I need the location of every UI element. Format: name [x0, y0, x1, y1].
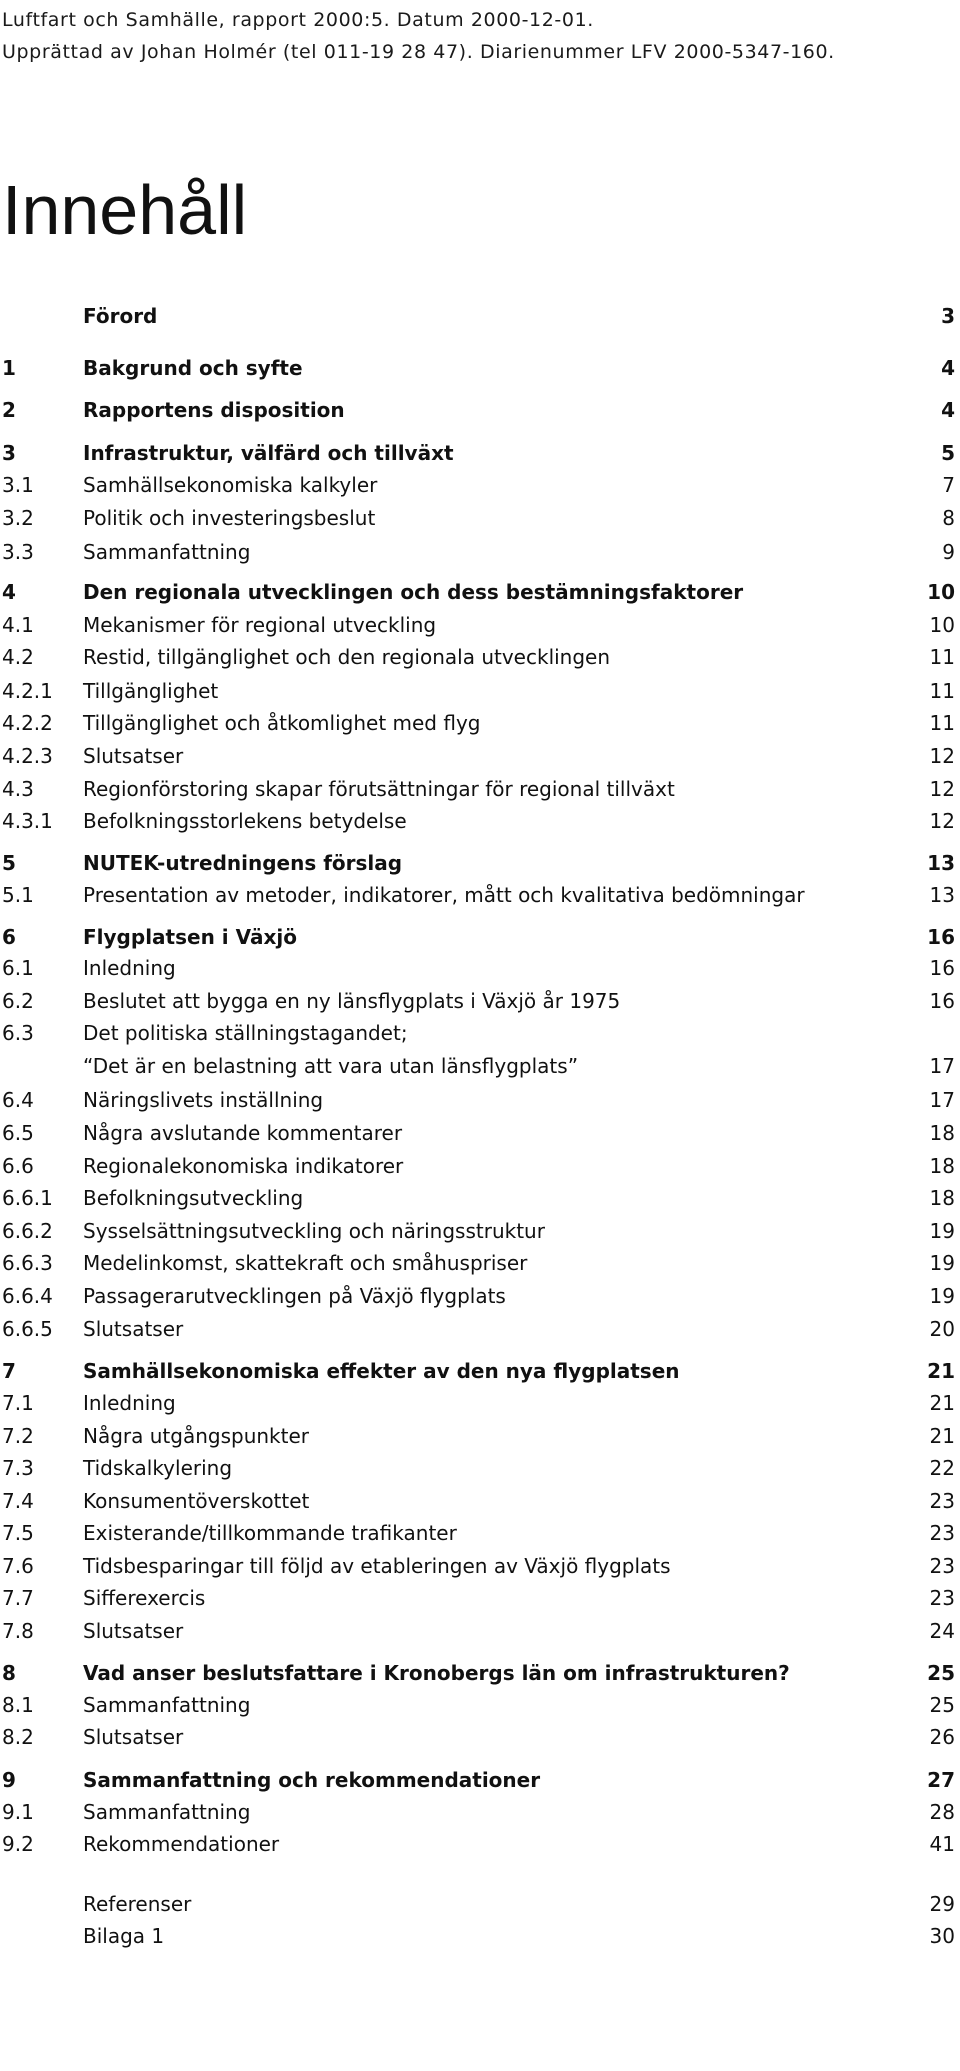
toc-entry-number: 7.4	[2, 1489, 34, 1513]
toc-entry-label: Tillgänglighet	[83, 679, 219, 703]
toc-entry-page: 17	[929, 1088, 955, 1112]
toc-entry-label: Passagerarutvecklingen på Växjö flygplats	[83, 1284, 506, 1308]
toc-entry-number: 4.2.3	[2, 744, 53, 768]
toc-entry[interactable]	[0, 1827, 955, 1861]
toc-entry-label: Rekommendationer	[83, 1832, 280, 1856]
toc-entry[interactable]	[0, 920, 955, 954]
toc-entry-page: 23	[929, 1586, 955, 1610]
toc-entry-number: 7.1	[2, 1391, 34, 1415]
toc-entry-number: 4.3.1	[2, 809, 53, 833]
toc-entry-page: 12	[929, 744, 955, 768]
toc-entry-page: 27	[927, 1768, 955, 1792]
toc-entry-number: 7	[2, 1359, 16, 1383]
toc-entry-page: 21	[929, 1391, 955, 1415]
toc-entry-number: 4.2.1	[2, 679, 53, 703]
toc-entry-label: Förord	[83, 304, 158, 328]
toc-entry-page: 41	[929, 1832, 955, 1856]
toc-entry-label: Bakgrund och syfte	[83, 356, 303, 380]
toc-entry[interactable]	[0, 1919, 955, 1953]
toc-entry[interactable]	[0, 1016, 955, 1050]
toc-entry-number: 5.1	[2, 883, 34, 907]
toc-entry-number: 7.3	[2, 1456, 34, 1480]
toc-entry-label: Inledning	[83, 1391, 176, 1415]
toc-entry-label: Presentation av metoder, indikatorer, mått och kvalitativa bedömningar	[83, 883, 805, 907]
toc-entry-number: 6.6	[2, 1154, 34, 1178]
toc-entry-number: 6.3	[2, 1021, 34, 1045]
toc-entry-page: 26	[929, 1725, 955, 1749]
toc-entry-page: 9	[942, 540, 955, 564]
toc-entry-page: 20	[929, 1317, 955, 1341]
toc-entry-label: Sammanfattning och rekommendationer	[83, 1768, 541, 1792]
toc-entry-label: Slutsatser	[83, 744, 184, 768]
toc-entry-label: Existerande/tillkommande trafikanter	[83, 1521, 457, 1545]
toc-entry-label: Några avslutande kommentarer	[83, 1121, 403, 1145]
toc-entry-number: 8	[2, 1661, 16, 1685]
header-report-line: Luftfart och Samhälle, rapport 2000:5. Datum 2000-12-01.	[2, 9, 594, 31]
toc-entry-page: 11	[929, 711, 955, 735]
toc-entry[interactable]	[0, 1049, 955, 1083]
toc-entry-page: 21	[927, 1359, 955, 1383]
toc-entry-page: 23	[929, 1489, 955, 1513]
toc-entry-number: 6.6.5	[2, 1317, 53, 1341]
toc-entry-label: Den regionala utvecklingen och dess bestämningsfaktorer	[83, 580, 744, 604]
toc-entry[interactable]	[0, 1419, 955, 1453]
toc-entry-page: 23	[929, 1554, 955, 1578]
toc-entry-number: 6.5	[2, 1121, 34, 1145]
toc-entry-page: 19	[929, 1251, 955, 1275]
toc-entry-label: Sifferexercis	[83, 1586, 206, 1610]
toc-entry-page: 19	[929, 1284, 955, 1308]
toc-entry-label: “Det är en belastning att vara utan länsflygplats”	[83, 1054, 579, 1078]
toc-entry-number: 6.1	[2, 956, 34, 980]
toc-entry-label: Befolkningsutveckling	[83, 1186, 304, 1210]
toc-entry-page: 22	[929, 1456, 955, 1480]
toc-entry-label: Sammanfattning	[83, 1800, 251, 1824]
toc-entry-page: 18	[929, 1121, 955, 1145]
toc-entry[interactable]	[0, 1549, 955, 1583]
toc-entry-label: Slutsatser	[83, 1619, 184, 1643]
toc-entry-label: Politik och investeringsbeslut	[83, 506, 376, 530]
toc-entry[interactable]	[0, 608, 955, 642]
toc-entry-page: 18	[929, 1154, 955, 1178]
toc-entry[interactable]	[0, 1763, 955, 1797]
header-author-line: Upprättad av Johan Holmér (tel 011-19 28 47). Diarienummer LFV 2000-5347-160.	[2, 41, 835, 63]
toc-entry-label: Sysselsättningsutveckling och näringsstruktur	[83, 1219, 545, 1243]
toc-entry-label: Samhällsekonomiska kalkyler	[83, 473, 378, 497]
toc-entry-label: Vad anser beslutsfattare i Kronobergs län om infrastrukturen?	[83, 1661, 790, 1685]
toc-entry-number: 3.3	[2, 540, 34, 564]
toc-entry-number: 1	[2, 356, 16, 380]
toc-entry-number: 6.6.4	[2, 1284, 53, 1308]
toc-entry-page: 13	[929, 883, 955, 907]
toc-entry[interactable]	[0, 468, 955, 502]
toc-entry-number: 8.2	[2, 1725, 34, 1749]
toc-entry-label: Bilaga 1	[83, 1924, 165, 1948]
toc-entry-page: 13	[927, 851, 955, 875]
toc-entry-number: 4.3	[2, 777, 34, 801]
toc-entry-page: 10	[927, 580, 955, 604]
toc-entry-page: 12	[929, 809, 955, 833]
toc-entry-number: 9.1	[2, 1800, 34, 1824]
toc-entry-label: Konsumentöverskottet	[83, 1489, 310, 1513]
toc-entry[interactable]	[0, 706, 955, 740]
toc-entry-number: 4.1	[2, 613, 34, 637]
toc-entry-page: 8	[942, 506, 955, 530]
toc-entry-page: 18	[929, 1186, 955, 1210]
toc-entry-page: 16	[929, 989, 955, 1013]
toc-entry-number: 6.6.2	[2, 1219, 53, 1243]
toc-entry-page: 5	[941, 441, 955, 465]
toc-entry[interactable]	[0, 436, 955, 470]
toc-entry-label: Sammanfattning	[83, 1693, 251, 1717]
toc-entry[interactable]	[0, 1181, 955, 1215]
toc-entry[interactable]	[0, 1516, 955, 1550]
toc-entry[interactable]	[0, 878, 955, 912]
toc-entry[interactable]	[0, 1451, 955, 1485]
toc-entry[interactable]	[0, 1312, 955, 1346]
toc-entry-number: 7.7	[2, 1586, 34, 1610]
toc-entry-page: 10	[929, 613, 955, 637]
toc-entry-label: Referenser	[83, 1892, 192, 1916]
toc-entry[interactable]	[0, 1581, 955, 1615]
toc-entry[interactable]	[0, 1656, 955, 1690]
toc-entry-label: Inledning	[83, 956, 176, 980]
toc-entry[interactable]	[0, 1614, 955, 1648]
toc-entry-page: 25	[929, 1693, 955, 1717]
toc-entry-page: 28	[929, 1800, 955, 1824]
toc-entry-label: Slutsatser	[83, 1725, 184, 1749]
toc-entry-number: 3.2	[2, 506, 34, 530]
toc-entry-label: NUTEK-utredningens förslag	[83, 851, 403, 875]
toc-entry-page: 11	[929, 645, 955, 669]
toc-entry[interactable]	[0, 1720, 955, 1754]
toc-entry-page: 3	[941, 304, 955, 328]
toc-entry[interactable]	[0, 1688, 955, 1722]
toc-entry-number: 6	[2, 925, 16, 949]
toc-entry[interactable]	[0, 640, 955, 674]
toc-entry-number: 9.2	[2, 1832, 34, 1856]
toc-entry-page: 30	[929, 1924, 955, 1948]
toc-entry-number: 7.8	[2, 1619, 34, 1643]
toc-entry[interactable]	[0, 351, 955, 385]
toc-entry[interactable]	[0, 299, 955, 333]
toc-entry-page: 16	[929, 956, 955, 980]
toc-entry[interactable]	[0, 1795, 955, 1829]
toc-entry-number: 5	[2, 851, 16, 875]
toc-entry-number: 3.1	[2, 473, 34, 497]
toc-entry-label: Medelinkomst, skattekraft och småhuspriser	[83, 1251, 528, 1275]
toc-entry-page: 17	[929, 1054, 955, 1078]
toc-entry-label: Tidskalkylering	[83, 1456, 233, 1480]
toc-entry[interactable]	[0, 674, 955, 708]
toc-entry-label: Samhällsekonomiska effekter av den nya flygplatsen	[83, 1359, 680, 1383]
toc-entry[interactable]	[0, 1116, 955, 1150]
toc-entry[interactable]	[0, 772, 955, 806]
toc-entry-label: Mekanismer för regional utveckling	[83, 613, 437, 637]
toc-entry-label: Näringslivets inställning	[83, 1088, 324, 1112]
toc-entry-label: Tillgänglighet och åtkomlighet med flyg	[83, 711, 481, 735]
toc-entry[interactable]	[0, 1386, 955, 1420]
toc-entry-page: 29	[929, 1892, 955, 1916]
toc-entry-page: 12	[929, 777, 955, 801]
toc-entry-label: Infrastruktur, välfärd och tillväxt	[83, 441, 454, 465]
toc-entry[interactable]	[0, 1887, 955, 1921]
toc-entry[interactable]	[0, 984, 955, 1018]
toc-entry[interactable]	[0, 393, 955, 427]
toc-entry-number: 6.4	[2, 1088, 34, 1112]
toc-entry-number: 3	[2, 441, 16, 465]
toc-entry[interactable]	[0, 804, 955, 838]
toc-entry-number: 9	[2, 1768, 16, 1792]
toc-entry-number: 4.2	[2, 645, 34, 669]
toc-entry-label: Befolkningsstorlekens betydelse	[83, 809, 407, 833]
toc-entry-page: 4	[941, 356, 955, 380]
toc-entry[interactable]	[0, 1246, 955, 1280]
toc-entry-label: Regionalekonomiska indikatorer	[83, 1154, 404, 1178]
toc-entry[interactable]	[0, 1484, 955, 1518]
toc-entry-label: Några utgångspunkter	[83, 1424, 310, 1448]
toc-entry-number: 8.1	[2, 1693, 34, 1717]
toc-entry-number: 4	[2, 580, 16, 604]
toc-entry-number: 7.5	[2, 1521, 34, 1545]
toc-entry-label: Slutsatser	[83, 1317, 184, 1341]
toc-entry-number: 7.2	[2, 1424, 34, 1448]
toc-entry-page: 16	[927, 925, 955, 949]
toc-entry[interactable]	[0, 1083, 955, 1117]
toc-entry[interactable]	[0, 1149, 955, 1183]
toc-entry-label: Rapportens disposition	[83, 398, 345, 422]
toc-entry-page: 21	[929, 1424, 955, 1448]
toc-entry-label: Beslutet att bygga en ny länsflygplats i Växjö år 1975	[83, 989, 621, 1013]
toc-entry[interactable]	[0, 501, 955, 535]
toc-entry[interactable]	[0, 951, 955, 985]
toc-entry-page: 25	[927, 1661, 955, 1685]
toc-entry-label: Tidsbesparingar till följd av etableringen av Växjö flygplats	[83, 1554, 671, 1578]
toc-entry-page: 7	[942, 473, 955, 497]
toc-entry-label: Restid, tillgänglighet och den regionala utvecklingen	[83, 645, 611, 669]
toc-entry[interactable]	[0, 739, 955, 773]
toc-entry-label: Det politiska ställningstagandet;	[83, 1021, 408, 1045]
toc-entry-number: 2	[2, 398, 16, 422]
toc-entry-page: 23	[929, 1521, 955, 1545]
toc-entry[interactable]	[0, 575, 955, 609]
toc-entry-label: Regionförstoring skapar förutsättningar för regional tillväxt	[83, 777, 675, 801]
toc-entry-number: 6.6.3	[2, 1251, 53, 1275]
toc-entry-page: 4	[941, 398, 955, 422]
toc-entry[interactable]	[0, 1354, 955, 1388]
toc-entry-number: 7.6	[2, 1554, 34, 1578]
toc-entry[interactable]	[0, 535, 955, 569]
toc-entry-page: 11	[929, 679, 955, 703]
toc-entry-number: 4.2.2	[2, 711, 53, 735]
toc-entry-page: 24	[929, 1619, 955, 1643]
toc-entry-number: 6.6.1	[2, 1186, 53, 1210]
toc-entry[interactable]	[0, 1214, 955, 1248]
toc-entry-label: Sammanfattning	[83, 540, 251, 564]
toc-entry-page: 19	[929, 1219, 955, 1243]
toc-entry-number: 6.2	[2, 989, 34, 1013]
toc-entry-label: Flygplatsen i Växjö	[83, 925, 297, 949]
toc-entry[interactable]	[0, 846, 955, 880]
page-title: Innehåll	[2, 171, 248, 249]
toc-entry[interactable]	[0, 1279, 955, 1313]
